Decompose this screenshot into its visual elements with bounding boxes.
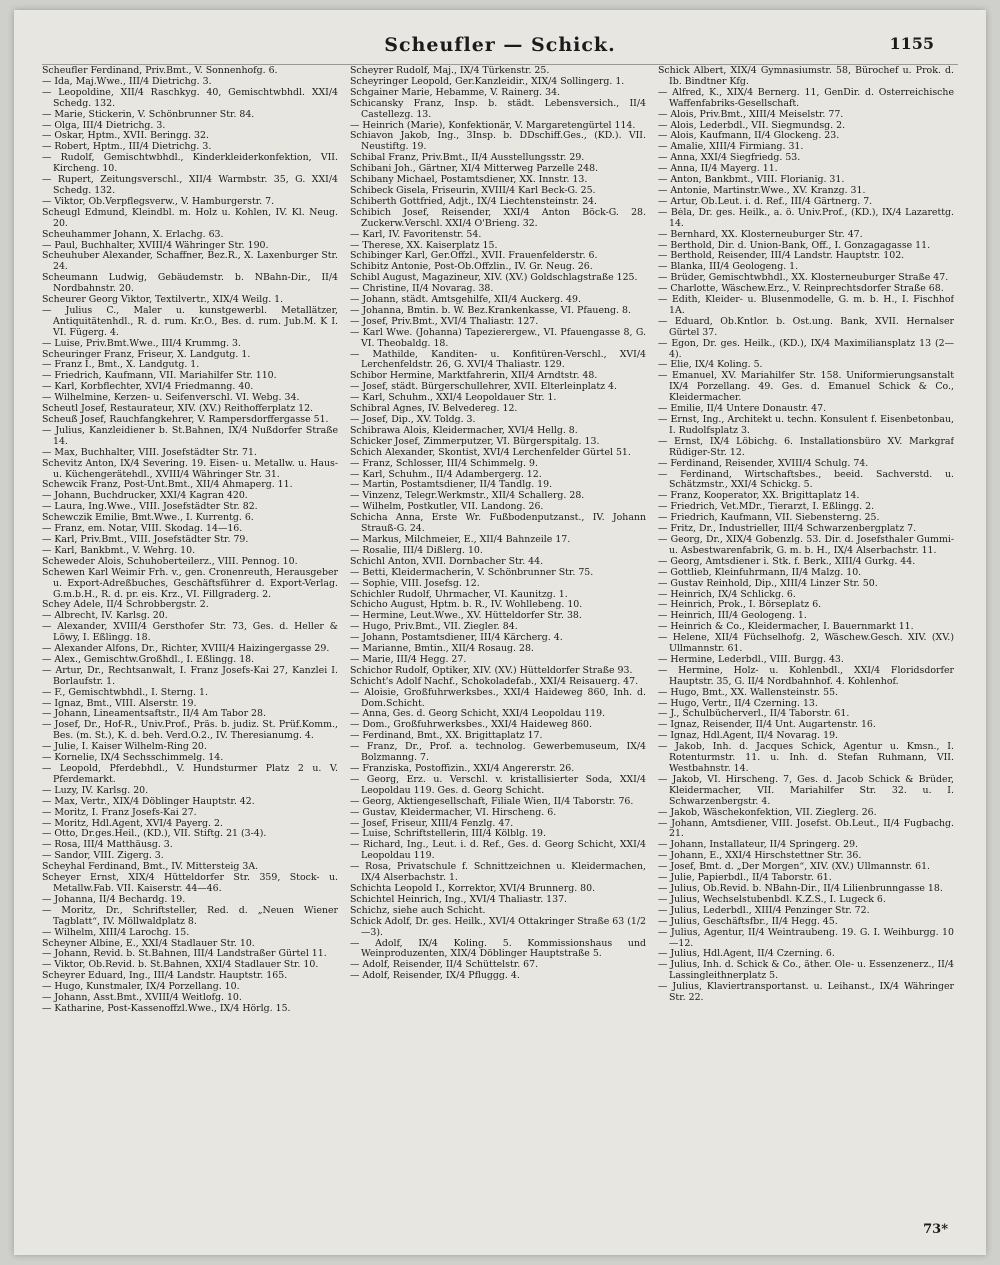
directory-entry: — Georg, Aktiengesellschaft, Filiale Wien, II/4 Taborstr. 76. (350, 796, 634, 807)
directory-entry: — Julius C., Maler u. kunstgewerbl. Metallätzer, Antiquitätenhdl., R. d. rum. Kr.O., Bes. d. rum. Jub.M. K I. VI. Fügerg. 4. (42, 305, 338, 338)
directory-entry: — Max, Buchhalter, VIII. Josefstädter Str. 71. (42, 447, 257, 458)
directory-entry: — Franz, Dr., Prof. a. technolog. Gewerbemuseum, IX/4 Bolzmanng. 7. (350, 742, 646, 764)
directory-entry: — Johann, Revid. b. St.Bahnen, III/4 Landstraßer Gürtel 11. (42, 949, 327, 960)
directory-entry: — F., Gemischtwbhdl., I. Sterng. 1. (42, 687, 208, 698)
directory-entry: — Antonie, Martinstr.Wwe., XV. Kranzg. 31. (658, 185, 866, 196)
directory-entry: — Anna, XXI/4 Siegfriedg. 53. (658, 153, 801, 164)
directory-entry: — Adolf, IX/4 Koling. 5. Kommissionshaus und Weinproduzenten, XIX/4 Döblinger Hauptstraße 5. (350, 938, 646, 960)
directory-entry: — Laura, Ing.Wwe., VIII. Josefstädter Str. 82. (42, 502, 258, 513)
directory-entry: — Julius, Klaviertransportanst. u. Leihanst., IX/4 Währinger Str. 22. (658, 982, 954, 1004)
directory-entry: — Julius, Kanzleidiener b. St.Bahnen, IX/4 Nußdorfer Straße 14. (42, 425, 338, 447)
directory-entry: — Johann, E., XXI/4 Hirschstettner Str. 36. (658, 851, 862, 862)
directory-entry: — Karl, Schuhm., II/4 Adambergerg. 12. (350, 469, 542, 480)
directory-entry: — Georg, Dr., XIX/4 Gobenzlg. 53. Dir. d. Josefsthaler Gummi- u. Asbestwarenfabrik, G. m. b. H., IX/4 Alserbachstr. 11. (658, 534, 954, 556)
directory-entry: — Max, Vertr., XIX/4 Döblinger Hauptstr. 42. (42, 796, 255, 807)
directory-entry: — Kornelie, IX/4 Sechsschimmelg. 14. (42, 753, 224, 764)
directory-entry: — Hugo, Bmt., XX. Wallensteinstr. 55. (658, 687, 839, 698)
directory-entry: — Anna, II/4 Mayerg. 11. (658, 164, 778, 175)
directory-entry: — Heinrich, IX/4 Schlickg. 6. (658, 589, 796, 600)
directory-entry: — Paul, Buchhalter, XVIII/4 Währinger Str. 190. (42, 240, 269, 251)
directory-entry: — Charlotte, Wäschew.Erz., V. Reinprechtsdorfer Straße 68. (658, 284, 944, 295)
directory-entry: — Alois, Priv.Bmt., XIII/4 Meiselstr. 77. (658, 109, 844, 120)
directory-entry: Scheutl Josef, Restaurateur, XIV. (XV.) Reithofferplatz 12. (42, 404, 314, 415)
directory-entry: — Johanna, II/4 Bechardg. 19. (42, 894, 186, 905)
column-2 (350, 66, 646, 1216)
directory-entry: — Hermine, Lederbdl., VIII. Burgg. 43. (658, 654, 844, 665)
directory-entry: — Ferdinand, Bmt., XX. Brigittaplatz 17. (350, 731, 543, 742)
directory-entry: Schibral Agnes, IV. Belvedereg. 12. (350, 404, 518, 415)
directory-entry: — Heinrich (Marie), Konfektionär, V. Margaretengürtel 114. (350, 120, 636, 131)
directory-entry: — Franziska, Postoffizin., XXI/4 Angererstr. 26. (350, 764, 575, 774)
directory-entry: Schiavon Jakob, Ing., 3Insp. b. DDschiff.Ges., (KD.). VII. Neustiftg. 19. (350, 131, 646, 153)
directory-entry: — Josef, Dip., XV. Toldg. 3. (350, 415, 476, 425)
directory-entry: Schiberth Gottfried, Adjt., IX/4 Liechtensteinstr. 24. (350, 196, 597, 207)
directory-entry: — Brüder, Gemischtwbhdl., XX. Klosterneuburger Straße 47. (658, 273, 949, 284)
directory-entry: — Rupert, Zeitungsverschl., XII/4 Warmbstr. 35, G. XXI/4 Schedg. 132. (42, 175, 338, 196)
directory-entry: — Julius, Inh. d. Schick & Co., äther. Öle- u. Essenzenerz., II/4 Lassingleithnerplatz 5. (658, 960, 954, 982)
directory-entry: — Viktor, Ob.Revid. b. St.Bahnen, XXI/4 Stadlauer Str. 10. (42, 960, 319, 971)
directory-entry: — Heinrich, Prok., I. Börseplatz 6. (658, 600, 822, 611)
directory-entry: — Julius, Lederbdl., XIII/4 Penzinger Str. 72. (658, 905, 870, 916)
directory-entry: — Alex., Gemischtw.Großhdl., I. Eßlingg. 18. (42, 654, 255, 665)
directory-entry: Scheurer Georg Viktor, Textilvertr., XIX/4 Weilg. 1. (42, 295, 284, 306)
directory-entry: — Franz, em. Notar, VIII. Skodag. 14—16. (42, 524, 243, 535)
directory-entry: — Béla, Dr. ges. Heilk., a. ö. Univ.Prof., (KD.), IX/4 Lazarettg. 14. (658, 207, 954, 229)
directory-entry: Scheuringer Franz, Friseur, X. Landgutg. 1. (42, 349, 251, 360)
column-1 (42, 66, 338, 1216)
directory-entry: — Aloisie, Großfuhrwerksbes., XXI/4 Haideweg 860, Inh. d. Dom.Schicht. (350, 687, 646, 709)
directory-entry: Scheyhal Ferdinand, Bmt., IV. Mittersteig 3A. (42, 862, 259, 873)
directory-entry: — Franz, Kooperator, XX. Brigittaplatz 14. (658, 491, 860, 502)
directory-entry: — Rosa, Privatschule f. Schnittzeichnen u. Kleidermachen, IX/4 Alserbachstr. 1. (350, 862, 646, 884)
directory-entry: — Hugo, Priv.Bmt., VII. Ziegler. 84. (350, 622, 518, 633)
directory-entry: — Emanuel, XV. Mariahilfer Str. 158. Uniformierungsanstalt IX/4 Porzellang. 49. Ges. d. Emanuel Schick & Co., Kleidermacher. (658, 371, 954, 404)
directory-entry: — Friedrich, Kaufmann, VII. Mariahilfer Str. 110. (42, 371, 277, 382)
directory-entry: — Ferdinand, Wirtschaftsbes., beeid. Sachverstd. u. Schätzmstr., XXI/4 Schickg. 5. (658, 469, 954, 491)
directory-entry: — Dom., Großfuhrwerksbes., XXI/4 Haideweg 860. (350, 720, 592, 731)
directory-entry: Scheuhuber Alexander, Schaffner, Bez.R., X. Laxenburger Str. 24. (42, 251, 338, 273)
directory-entry: — Karl, Bankbmt., V. Wehrg. 10. (42, 545, 196, 556)
directory-entry: Schibich Josef, Reisender, XXI/4 Anton Böck-G. 28. Zuckerw.Verschl. XXI/4 O'Brieng. 32. (350, 207, 646, 229)
directory-entry: — Martin, Postamtsdiener, II/4 Tandlg. 19. (350, 480, 553, 491)
directory-entry: — Julie, I. Kaiser Wilhelm-Ring 20. (42, 742, 207, 753)
directory-entry: — Leopoldine, XII/4 Raschkyg. 40, Gemischtwbhdl. XXI/4 Schedg. 132. (42, 87, 338, 109)
directory-entry: — Ernst, Ing., Architekt u. techn. Konsulent f. Eisenbetonbau, I. Rudolfsplatz 3. (658, 415, 954, 436)
directory-entry: Schichtel Heinrich, Ing., XVI/4 Thaliastr. 137. (350, 894, 568, 905)
directory-entry: — Hermine, Leut.Wwe., XV. Hütteldorfer Str. 38. (350, 611, 582, 622)
directory-entry: — Karl, Priv.Bmt., VIII. Josefstädter Str. 79. (42, 534, 249, 545)
directory-entry: — Marie, III/4 Hegg. 27. (350, 654, 467, 665)
directory-entry: — Friedrich, Kaufmann, VII. Siebensterng. 25. (658, 513, 880, 524)
directory-entry: Schibrawa Alois, Kleidermacher, XVI/4 Hellg. 8. (350, 425, 578, 436)
directory-entry: — Josef, Dr., Hof-R., Univ.Prof., Präs. b. judiz. St. Prüf.Komm., Bes. (m. St.), K. d. beh. Verd.O.2., IV. Theresianumg. 4. (42, 720, 338, 742)
directory-entry: — Therese, XX. Kaiserplatz 15. (350, 240, 498, 251)
directory-entry: Schichz, siehe auch Schicht. (350, 905, 486, 916)
directory-entry: Schicansky Franz, Insp. b. städt. Lebensversich., II/4 Castellezg. 13. (350, 98, 646, 120)
directory-entry: — Josef, Friseur, XIII/4 Fenzlg. 47. (350, 818, 514, 829)
directory-entry: — Johanna, Bmtin. b. W. Bez.Krankenkasse, VI. Pfaueng. 8. (350, 305, 631, 316)
directory-entry: — Artur, Ob.Leut. i. d. Ref., III/4 Gärtnerg. 7. (658, 196, 873, 207)
directory-entry: Schichl Anton, XVII. Dornbacher Str. 44. (350, 556, 544, 567)
directory-entry: Scheufler Ferdinand, Priv.Bmt., V. Sonnenhofg. 6. (42, 66, 278, 76)
directory-entry: — Edith, Kleider- u. Blusenmodelle, G. m. b. H., I. Fischhof 1A. (658, 295, 954, 316)
directory-entry: — Sandor, VIII. Zigerg. 3. (42, 851, 164, 862)
directory-entry: — Viktor, Ob.Verpflegsverw., V. Hamburgerstr. 7. (42, 196, 275, 207)
directory-entry: — Julius, Wechselstubenbdl. K.Z.S., I. Lugeck 6. (658, 894, 886, 905)
directory-entry: — Rudolf, Gemischtwbhdl., Kinderkleiderkonfektion, VII. Kircheng. 10. (42, 153, 338, 175)
directory-entry: — Anna, Ges. d. Georg Schicht, XXI/4 Leopoldau 119. (350, 709, 606, 720)
directory-entry: Schick Adolf, Dr. ges. Heilk., XVI/4 Ottakringer Straße 63 (1/2—3). (350, 916, 646, 938)
directory-entry: Schibitz Antonie, Post-Ob.Offzlin., IV. Gr. Neug. 26. (350, 262, 593, 273)
directory-entry: Scheuß Josef, Rauchfangkehrer, V. Rampersdorffergasse 51. (42, 415, 329, 425)
directory-entry: — Johann, städt. Amtsgehilfe, XII/4 Auckerg. 49. (350, 295, 581, 306)
directory-entry: — Hermine, Holz- u. Kohlenbdl., XXI/4 Floridsdorfer Hauptstr. 35, G. II/4 Nordbahnhof. 4. Kohlenhof. (658, 665, 954, 687)
directory-entry: — Jakob, VI. Hirscheng. 7, Ges. d. Jacob Schick & Brüder, Kleidermacher, VII. Mariahilfer Str. 32. u. I. Schwarzenbergstr. 4. (658, 774, 954, 807)
directory-entry: — Ernst, IX/4 Löbichg. 6. Installationsbüro XV. Markgraf Rüdiger-Str. 12. (658, 436, 954, 458)
directory-entry: — Julius, Geschäftsfbr., II/4 Hegg. 45. (658, 916, 838, 927)
directory-entry: — Luzy, IV. Karlsg. 20. (42, 785, 149, 796)
directory-entry: — Julie, Papierbdl., II/4 Taborstr. 61. (658, 873, 832, 884)
directory-entry: Schewen Karl Weimir Frh. v., gen. Cronenreuth, Herausgeber u. Export-Adreßbuches, Geschäftsführer d. Export-Verlag. G.m.b.H., R. d. pr. eis. Krz., VI. Fillgraderg. 2. (42, 567, 338, 600)
directory-entry: — Karl, IV. Favoritenstr. 54. (350, 229, 482, 240)
directory-entry: — Luise, Priv.Bmt.Wwe., III/4 Krummg. 3. (42, 338, 241, 349)
directory-entry: — Ignaz, Reisender, II/4 Unt. Augartenstr. 16. (658, 720, 876, 731)
directory-entry: Schgainer Marie, Hebamme, V. Rainerg. 34. (350, 87, 561, 98)
directory-entry: — Sophie, VIII. Josefsg. 12. (350, 578, 480, 589)
directory-entry: — Georg, Erz. u. Verschl. v. kristallisierter Soda, XXI/4 Leopoldau 119. Ges. d. Georg Schicht. (350, 774, 646, 796)
directory-entry: — Adolf, Reisender, IX/4 Pfluggg. 4. (350, 971, 520, 982)
directory-entry: — Elie, IX/4 Koling. 5. (658, 360, 763, 371)
directory-entry: — Markus, Milchmeier, E., XII/4 Bahnzeile 17. (350, 534, 571, 545)
directory-entry: — Alexander Alfons, Dr., Richter, XVIII/4 Haizingergasse 29. (42, 644, 330, 655)
directory-entry: Schibany Michael, Postamtsdiener, XX. Innstr. 13. (350, 175, 588, 186)
directory-entry: Scheweder Alois, Schuhoberteilerz., VIII. Pennog. 10. (42, 556, 298, 567)
directory-entry: — Oskar, Hptm., XVII. Beringg. 32. (42, 131, 209, 142)
directory-entry: Schibinger Karl, Ger.Offzl., XVII. Frauenfelderstr. 6. (350, 251, 598, 262)
directory-entry: — Richard, Ing., Leut. i. d. Ref., Ges. d. Georg Schicht, XXI/4 Leopoldau 119. (350, 840, 646, 862)
directory-entry: Scheyer Ernst, XIX/4 Hütteldorfer Str. 359, Stock- u. Metallw.Fab. VII. Kaiserstr. 44—46. (42, 873, 338, 894)
directory-entry: — Johann, Buchdrucker, XXI/4 Kagran 420. (42, 491, 248, 502)
directory-entry: — Josef, Priv.Bmt., XVI/4 Thaliastr. 127. (350, 316, 539, 327)
directory-entry: — Berthold, Reisender, III/4 Landstr. Hauptstr. 102. (658, 251, 905, 262)
directory-entry: — Amalie, XIII/4 Firmiang. 31. (658, 142, 804, 153)
directory-entry: — Eduard, Ob.Kntlor. b. Öst.ung. Bank, XVII. Hernalser Gürtel 37. (658, 316, 954, 338)
directory-entry: — Johann, Lineamentsaftstr., II/4 Am Tabor 28. (42, 709, 266, 720)
page-number: 1155 (889, 34, 934, 53)
directory-entry: — Friedrich, Vet.MDr., Tierarzt, I. Eßlingg. 2. (658, 502, 875, 513)
directory-entry: — Franz I., Bmt., X. Landgutg. 1. (42, 360, 200, 371)
directory-entry: — Karl, Korbflechter, XVI/4 Friedmanng. 40. (42, 382, 254, 393)
directory-entry: — Heinrich, III/4 Geologeng. 1. (658, 611, 807, 622)
directory-entry: — Blanka, III/4 Geologeng. 1. (658, 262, 799, 273)
directory-entry: — Julius, Agentur, II/4 Weintraubeng. 19. G. I. Weihburgg. 10—12. (658, 927, 954, 949)
column-3 (658, 66, 954, 1216)
page-title: Scheufler — Schick. (384, 34, 616, 56)
directory-entry: — Hugo, Vertr., II/4 Czerning. 13. (658, 698, 818, 709)
directory-entry: Scheumann Ludwig, Gebäudemstr. b. NBahn-Dir., II/4 Nordbahnstr. 20. (42, 273, 338, 295)
directory-entry: — Wilhelmine, Kerzen- u. Seifenverschl. VI. Webg. 34. (42, 393, 300, 404)
directory-entry: — Artur, Dr., Rechtsanwalt, I. Franz Josefs-Kai 27, Kanzlei I. Borlaufstr. 1. (42, 665, 338, 687)
directory-entry: — Johann, Installateur, II/4 Springerg. 29. (658, 840, 859, 851)
directory-entry: Scheugl Edmund, Kleindbl. m. Holz u. Kohlen, IV. Kl. Neug. 20. (42, 207, 338, 229)
directory-entry: — Anton, Bankbmt., VIII. Florianig. 31. (658, 175, 845, 186)
directory-entry: — Olga, III/4 Dietrichg. 3. (42, 120, 166, 131)
sheet-signature: 73* (923, 1222, 948, 1237)
directory-entry: — Leopold, Pferdebhdl., V. Hundsturmer Platz 2 u. V. Pferdemarkt. (42, 764, 338, 785)
directory-entry: — Heinrich & Co., Kleidermacher, I. Bauernmarkt 11. (658, 622, 914, 633)
directory-entry: Schibor Hermine, Marktfahrerin, XII/4 Arndtstr. 48. (350, 371, 598, 382)
directory-entry: — Gustav, Kleidermacher, VI. Hirscheng. 6. (350, 807, 557, 818)
directory-entry: — Georg, Amtsdiener i. Stk. f. Berk., XIII/4 Gurkg. 44. (658, 556, 916, 567)
directory-entry: — Josef, Bmt. d. „Der Morgen“, XIV. (XV.) Ullmannstr. 61. (658, 862, 931, 873)
page-header (14, 30, 986, 60)
directory-entry: Schichler Rudolf, Uhrmacher, VI. Kaunitzg. 1. (350, 589, 568, 600)
directory-entry: — Gustav Reinhold, Dip., XIII/4 Linzer Str. 50. (658, 578, 878, 589)
directory-page (14, 10, 986, 1255)
directory-entry: Schibl August, Magazineur, XIV. (XV.) Goldschlagstraße 125. (350, 273, 638, 284)
directory-entry: — Helene, XII/4 Füchselhofg. 2, Wäschew.Gesch. XIV. (XV.) Ullmannstr. 61. (658, 633, 954, 655)
directory-entry: — Alfred, K., XIX/4 Bernerg. 11, GenDir. d. Österreichische Waffenfabriks-Gesellschaft. (658, 87, 954, 109)
directory-entry: Scheyrer Rudolf, Maj., IX/4 Türkenstr. 25. (350, 66, 550, 76)
directory-entry: — Adolf, Reisender, II/4 Schüttelstr. 67. (350, 960, 539, 971)
directory-entry: — Christine, II/4 Novarag. 38. (350, 284, 494, 295)
directory-entry: — Wilhelm, Postkutler, VII. Landong. 26. (350, 502, 544, 513)
directory-entry: — Betti, Kleidermacherin, V. Schönbrunner Str. 75. (350, 567, 594, 578)
directory-entry: — Marie, Stickerin, V. Schönbrunner Str. 84. (42, 109, 255, 120)
directory-entry: Schewczik Emilie, Bmt.Wwe., I. Kurrentg. 6. (42, 513, 254, 524)
directory-entry: — Fritz, Dr., Industrieller, III/4 Schwarzenbergplatz 7. (658, 524, 917, 535)
directory-entry: — Alois, Kaufmann, II/4 Glockeng. 23. (658, 131, 840, 142)
directory-entry: Schicho August, Hptm. b. R., IV. Wohllebeng. 10. (350, 600, 583, 611)
directory-entry: — Johann, Asst.Bmt., XVIII/4 Weitlofg. 10. (42, 993, 242, 1004)
directory-entry: — Alois, Lederbdl., VII. Siegmundsg. 2. (658, 120, 846, 131)
directory-entry: Schicha Anna, Erste Wr. Fußbodenputzanst., IV. Johann Strauß-G. 24. (350, 513, 646, 535)
directory-entry: — Moritz, Dr., Schriftsteller, Red. d. „Neuen Wiener Tagblatt“, IV. Möllwaldplatz 8. (42, 905, 338, 927)
directory-entry: — Emilie, II/4 Untere Donaustr. 47. (658, 404, 827, 415)
directory-entry: — Bernhard, XX. Klosterneuburger Str. 47. (658, 229, 863, 240)
directory-entry: — Gottlieb, Kleinfuhrmann, II/4 Malzg. 10. (658, 567, 862, 578)
directory-entry: Schicker Josef, Zimmerputzer, VI. Bürgerspitalg. 13. (350, 436, 600, 447)
directory-entry: Schichor Rudolf, Optiker, XIV. (XV.) Hütteldorfer Straße 93. (350, 665, 633, 676)
directory-entry: — Marianne, Bmtin., XII/4 Rosaug. 28. (350, 644, 534, 655)
directory-entry: Schicht's Adolf Nachf., Schokoladefab., XXI/4 Reisauerg. 47. (350, 676, 639, 687)
directory-entry: Schewcik Franz, Post-Unt.Bmt., XII/4 Ahmaperg. 11. (42, 480, 293, 491)
directory-entry: — Otto, Dr.ges.Heil., (KD.), VII. Stiftg. 21 (3-4). (42, 829, 267, 840)
directory-entry: — Rosa, III/4 Matthäusg. 3. (42, 840, 173, 851)
directory-entry: — Rosalie, III/4 Dißlerg. 10. (350, 545, 483, 556)
directory-entry: Scheuhammer Johann, X. Erlachg. 63. (42, 229, 224, 240)
directory-entry: — Jakob, Wäschekonfektion, VII. Zieglerg. 26. (658, 807, 877, 818)
header-rule (42, 64, 958, 65)
directory-entry: — Mathilde, Kanditen- u. Konfitüren-Verschl., XVI/4 Lerchenfeldstr. 26, G. XVI/4 Thaliastr. 129. (350, 349, 646, 371)
directory-entry: Scheyringer Leopold, Ger.Kanzleidir., XIX/4 Sollingerg. 1. (350, 76, 625, 87)
directory-entry: — Ida, Maj.Wwe., III/4 Dietrichg. 3. (42, 76, 212, 87)
directory-entry: Schibal Franz, Priv.Bmt., II/4 Ausstellungsstr. 29. (350, 153, 585, 164)
directory-entry: — Jakob, Inh. d. Jacques Schick, Agentur u. Kmsn., I. Rotenturmstr. 11. u. Inh. d. Stefan Ruhmann, VII. Westbahnstr. 14. (658, 742, 954, 774)
directory-entry: — Vinzenz, Telegr.Werkmstr., XII/4 Schallerg. 28. (350, 491, 585, 502)
directory-entry: Schibani Joh., Gärtner, XI/4 Mitterweg Parzelle 248. (350, 164, 599, 175)
directory-entry: — Josef, städt. Bürgerschullehrer, XVII. Elterleinplatz 4. (350, 382, 617, 393)
directory-entry: — Moritz, Hdl.Agent, XVI/4 Payerg. 2. (42, 818, 223, 829)
directory-entry: — Johann, Postamtsdiener, III/4 Kärcherg. 4. (350, 633, 563, 644)
directory-entry: — Julius, Hdl.Agent, II/4 Czerning. 6. (658, 949, 835, 960)
directory-entry: Schick Albert, XIX/4 Gymnasiumstr. 58, Bürochef u. Prok. d. Ib. Bindtner Kfg. (658, 66, 954, 87)
directory-entry: — Alexander, XVIII/4 Gersthofer Str. 73, Ges. d. Heller & Löwy, I. Eßlingg. 18. (42, 622, 338, 644)
directory-entry: Schich Alexander, Skontist, XVI/4 Lerchenfelder Gürtel 51. (350, 447, 631, 458)
directory-entry: — Karl Wwe. (Johanna) Tapezierergew., VI. Pfauengasse 8, G. VI. Theobaldg. 18. (350, 327, 646, 349)
directory-entry: — Robert, Hptm., III/4 Dietrichg. 3. (42, 142, 212, 153)
directory-entry: Schevitz Anton, IX/4 Severing. 19. Eisen- u. Metallw. u. Haus- u. Küchengerätehdl., XVIII/4 Währinger Str. 31. (42, 458, 338, 480)
directory-entry: — J., Schulbücherverl., II/4 Taborstr. 61. (658, 709, 850, 720)
directory-entry: — Moritz, I. Franz Josefs-Kai 27. (42, 807, 197, 818)
directory-entry: — Berthold, Dir. d. Union-Bank, Off., I. Gonzagagasse 11. (658, 240, 931, 251)
directory-entry: Schichta Leopold I., Korrektor, XVI/4 Brunnerg. 80. (350, 883, 596, 894)
directory-entry: — Ignaz, Bmt., VIII. Alserstr. 19. (42, 698, 197, 709)
directory-entry: — Luise, Schriftstellerin, III/4 Kölblg. 19. (350, 829, 546, 840)
directory-entry: — Julius, Ob.Revid. b. NBahn-Dir., II/4 Lilienbrunngasse 18. (658, 883, 943, 894)
directory-entry: — Egon, Dr. ges. Heilk., (KD.), IX/4 Maximiliansplatz 13 (2—4). (658, 338, 954, 360)
directory-entry: Schibeck Gisela, Friseurin, XVIII/4 Karl Beck-G. 25. (350, 185, 596, 196)
directory-entry: — Ferdinand, Reisender, XVIII/4 Schulg. 74. (658, 458, 869, 469)
directory-entry: — Franz, Schlosser, III/4 Schimmelg. 9. (350, 458, 538, 469)
directory-entry: Schey Adele, II/4 Schrobbergstr. 2. (42, 600, 209, 611)
directory-entry: Scheyner Albine, E., XXI/4 Stadlauer Str. 10. (42, 938, 255, 949)
directory-entry: — Johann, Amtsdiener, VIII. Josefst. Ob.Leut., II/4 Fugbachg. 21. (658, 818, 954, 840)
directory-entry: — Ignaz, Hdl.Agent, II/4 Novarag. 19. (658, 731, 839, 742)
directory-entry: Scheyrer Eduard, Ing., III/4 Landstr. Hauptstr. 165. (42, 971, 288, 982)
directory-entry: — Albrecht, IV. Karlsg. 20. (42, 611, 168, 622)
directory-entry: — Hugo, Kunstmaler, IX/4 Porzellang. 10. (42, 982, 240, 993)
directory-entry: — Wilhelm, XIII/4 Larochg. 15. (42, 927, 190, 938)
directory-entry: — Karl, Schuhm., XXI/4 Leopoldauer Str. 1. (350, 393, 557, 404)
directory-entry: — Katharine, Post-Kassenoffzl.Wwe., IX/4 Hörlg. 15. (42, 1003, 291, 1014)
